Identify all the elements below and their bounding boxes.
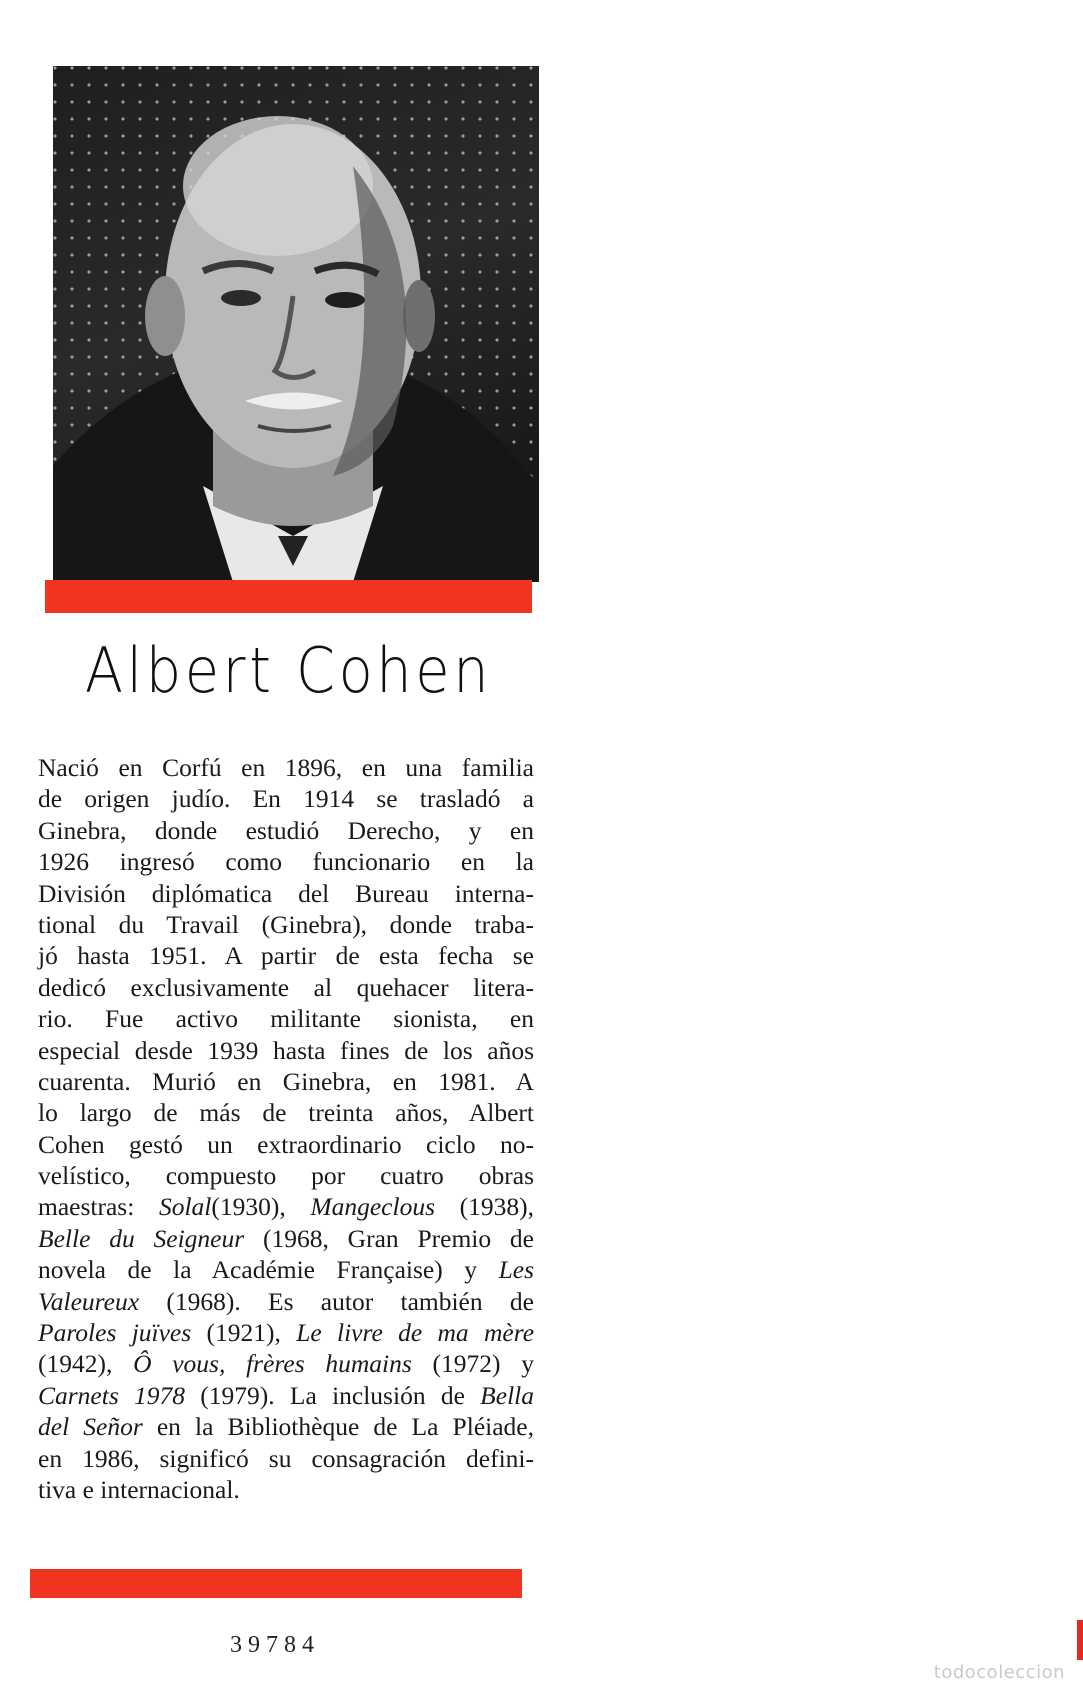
bio-line: tional du Travail (Ginebra), donde traba- — [38, 909, 534, 939]
bio-line: jó hasta 1951. A partir de esta fecha se — [38, 941, 534, 971]
right-ear — [403, 280, 435, 352]
bio-line — [38, 1348, 534, 1379]
bio-text: (1972) y — [411, 1349, 534, 1379]
bio-text: (1930), — [211, 1192, 311, 1222]
bio-line: en 1986, significó su consagración defini- — [38, 1443, 534, 1473]
bio-line — [38, 1411, 534, 1442]
catalog-number: 39784 — [230, 1632, 320, 1658]
bio-text: (1921), — [191, 1318, 297, 1348]
author-photo — [53, 66, 539, 582]
bio-text: (1938), — [435, 1192, 534, 1222]
bio-line: Cohen gestó un extraordinario ciclo no- — [38, 1129, 534, 1159]
book-title-belle-du-seigneur: Belle du Seigneur — [38, 1223, 245, 1253]
red-divider-bottom — [30, 1569, 522, 1598]
book-title-o-vous-freres-humains: Ô vous, frères humains — [133, 1349, 412, 1379]
bio-text: maestras: — [38, 1192, 159, 1222]
book-title-les: Les — [498, 1255, 534, 1285]
bio-text: (1979). La inclusión de — [185, 1380, 481, 1410]
bio-line: rio. Fue activo militante sionista, en — [38, 1004, 534, 1034]
bio-text: en la Bibliothèque de La Pléiade, — [142, 1412, 534, 1442]
bio-line — [38, 1254, 534, 1285]
author-name: Albert Cohen — [84, 634, 493, 707]
edge-mark — [1077, 1620, 1083, 1660]
author-biography — [38, 752, 534, 1505]
bio-line: 1926 ingresó como funcionario en la — [38, 847, 534, 877]
bio-line: tiva e internacional. — [38, 1474, 240, 1504]
forehead-highlight — [183, 116, 373, 256]
book-title-mangeclous: Mangeclous — [310, 1192, 435, 1222]
bio-line: División diplómatica del Bureau interna- — [38, 878, 534, 908]
bio-text: (1968). Es autor también de — [139, 1286, 534, 1316]
book-title-paroles-juives: Paroles juïves — [38, 1318, 192, 1348]
bio-line: Ginebra, donde estudió Derecho, y en — [38, 815, 534, 845]
bio-line: velístico, compuesto por cuatro obras — [38, 1161, 534, 1191]
bio-line — [38, 1223, 534, 1254]
bio-line — [38, 1380, 534, 1411]
bio-line — [38, 1317, 534, 1348]
bio-line: de origen judío. En 1914 se trasladó a — [38, 784, 534, 814]
left-eye — [221, 290, 261, 306]
book-title-del-senor: del Señor — [38, 1412, 143, 1442]
book-title-solal: Solal — [158, 1192, 212, 1222]
watermark: todocoleccion — [933, 1662, 1065, 1683]
book-title-le-livre-de-ma-mere: Le livre de ma mère — [296, 1318, 535, 1348]
book-title-carnets-1978: Carnets 1978 — [38, 1380, 186, 1410]
bio-line: especial desde 1939 hasta fines de los años — [38, 1035, 534, 1065]
bio-line: dedicó exclusivamente al quehacer litera- — [38, 972, 534, 1002]
right-eye — [325, 292, 365, 308]
left-ear — [145, 276, 185, 356]
bio-line — [38, 1191, 534, 1222]
red-divider-top — [45, 580, 532, 613]
bio-line — [38, 1286, 534, 1317]
book-title-valeureux: Valeureux — [38, 1286, 140, 1316]
bio-line: lo largo de más de treinta años, Albert — [38, 1098, 534, 1128]
bio-line: cuarenta. Murió en Ginebra, en 1981. A — [38, 1066, 534, 1096]
book-title-bella: Bella — [480, 1380, 534, 1410]
bio-text: (1942), — [38, 1349, 134, 1379]
author-portrait-illustration — [53, 66, 539, 582]
bio-line: Nació en Corfú en 1896, en una familia — [38, 753, 534, 782]
bio-text: novela de la Académie Française) y — [38, 1255, 499, 1285]
bio-text: (1968, Gran Premio de — [244, 1223, 535, 1253]
